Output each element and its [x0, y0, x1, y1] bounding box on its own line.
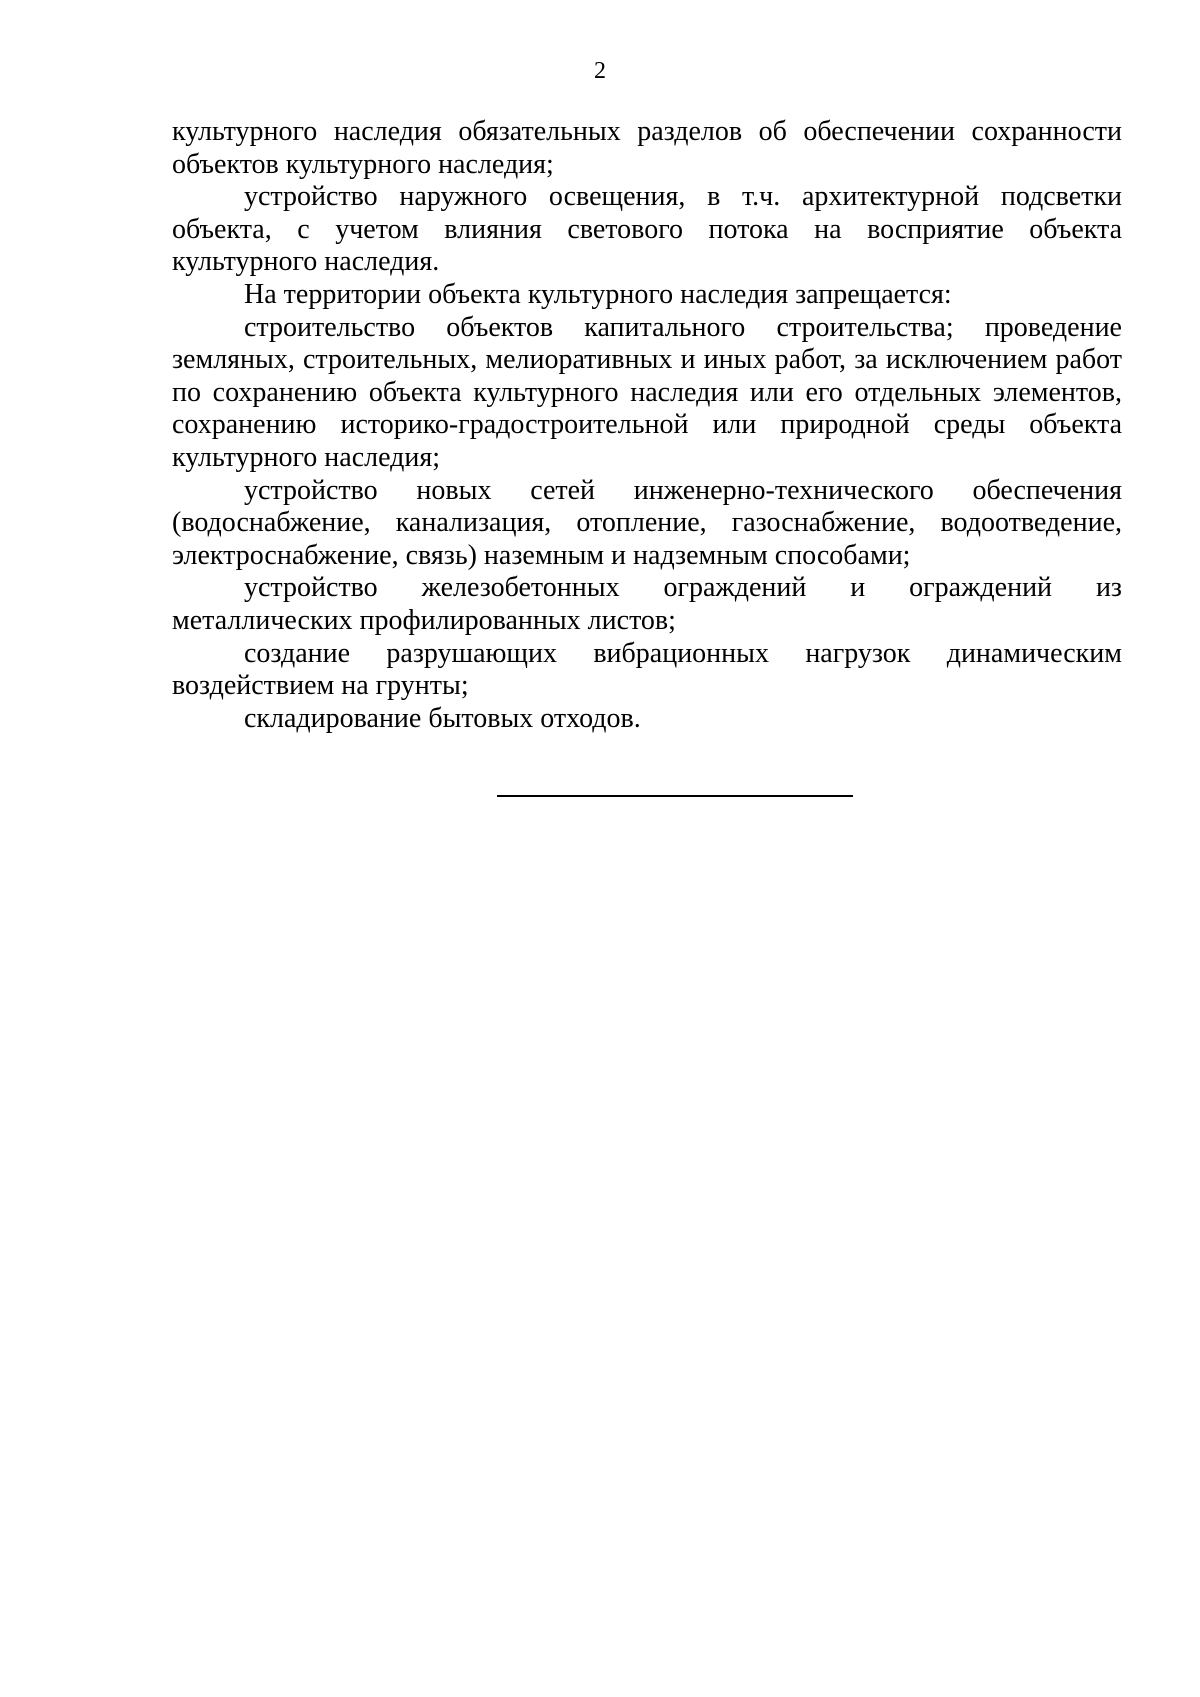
page-number: 2	[594, 58, 606, 84]
paragraph-prohibitions-heading: На территории объекта культурного наследия запрещается:	[244, 278, 952, 310]
paragraph-vibration-loads: создание разрушающих вибрационных нагрузок динамическим воздействием на грунты;	[172, 637, 1122, 702]
paragraph-outdoor-lighting: устройство наружного освещения, в т.ч. архитектурной подсветки объекта, с учетом влияния светового потока на восприятие объекта культурного наследия.	[172, 181, 1122, 278]
paragraph-construction: строительство объектов капитального строительства; проведение земляных, строительных, мелиоративных и иных работ, за исключением работ по сохранению объекта культурного наследия или его отдельных элементов, сохранению историко-градостроительной или природной среды объекта культурного наследия;	[172, 311, 1122, 473]
end-of-text-rule	[497, 795, 853, 797]
paragraph-continuation: культурного наследия обязательных разделов об обеспечении сохранности объектов культурного наследия;	[172, 116, 1122, 180]
paragraph-fences: устройство железобетонных ограждений и ограждений из металлических профилированных листов;	[172, 572, 1122, 636]
paragraph-utility-networks: устройство новых сетей инженерно-технического обеспечения (водоснабжение, канализация, отопление, газоснабжение, водоотведение, электроснабжение, связь) наземным и надземным способами;	[172, 474, 1122, 571]
document-body	[172, 116, 1122, 735]
paragraph-waste-storage: складирование бытовых отходов.	[244, 702, 641, 734]
